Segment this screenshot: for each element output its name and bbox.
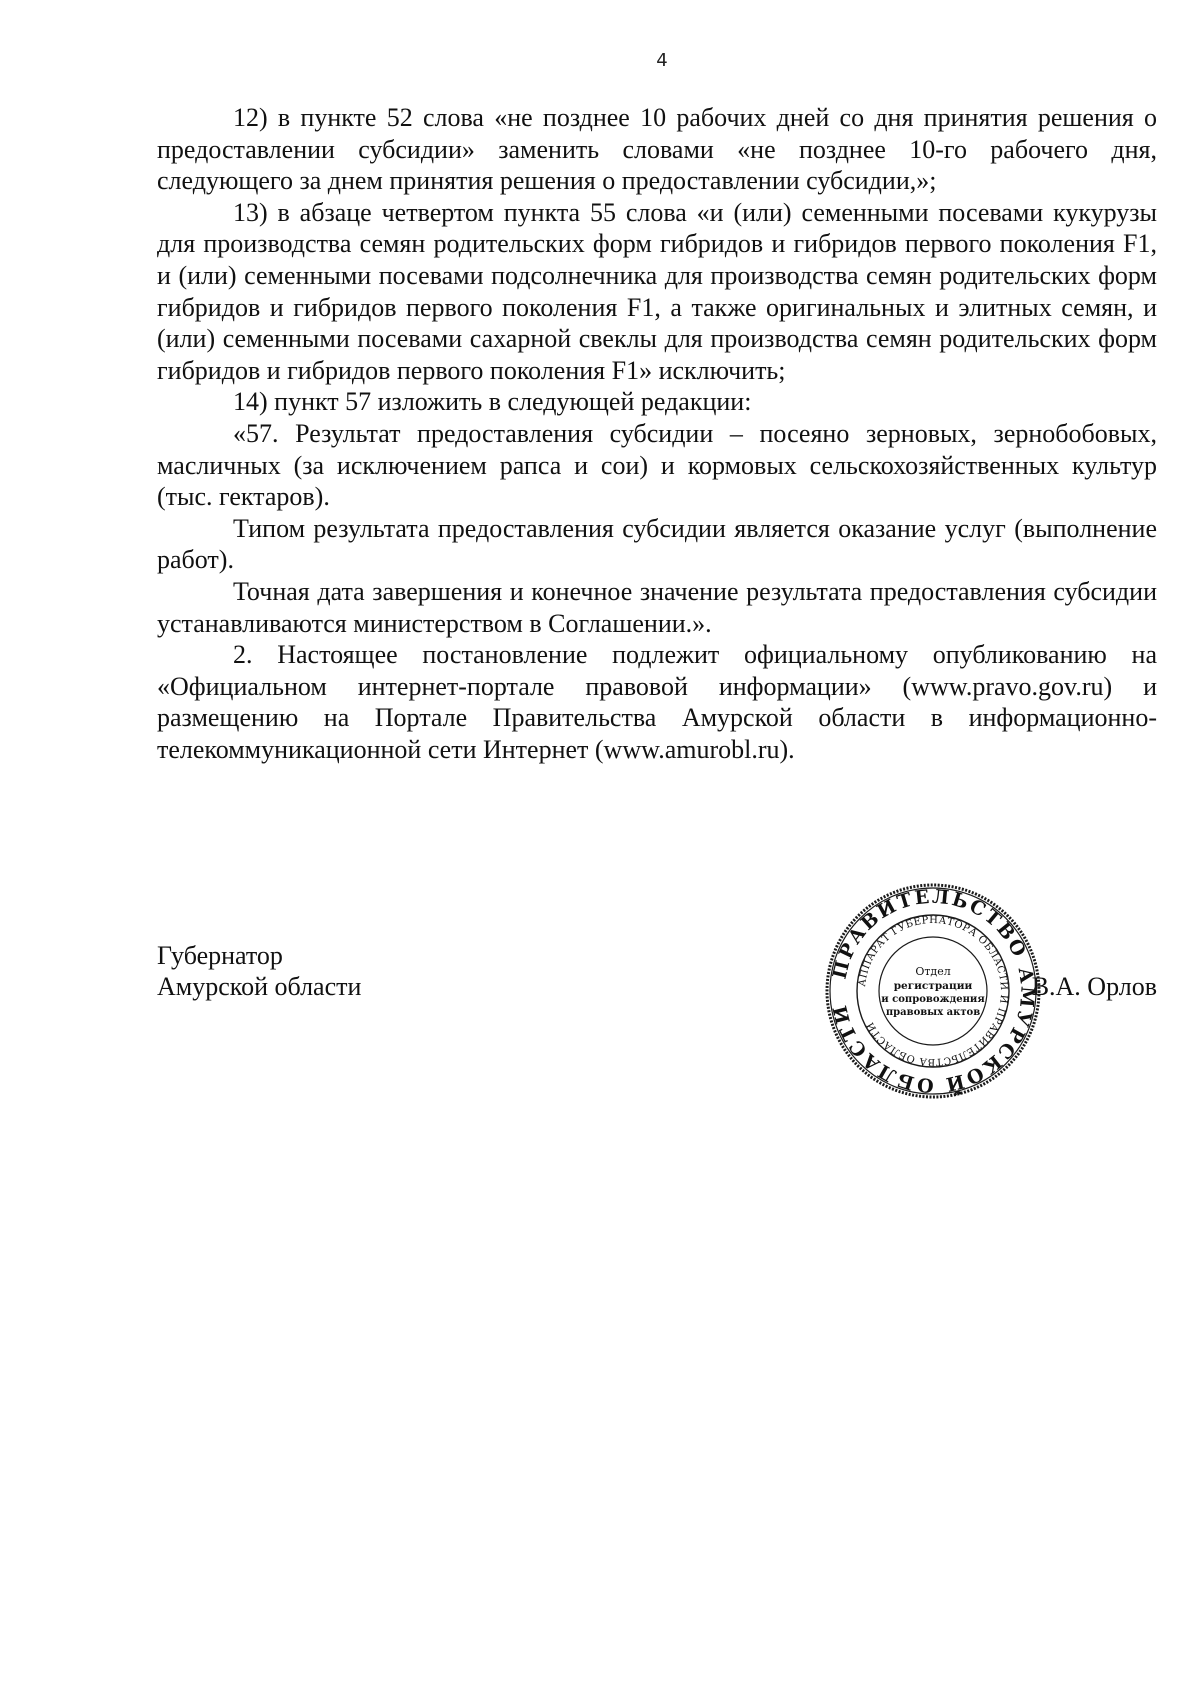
- seal-inner-text: АППАРАТ ГУБЕРНАТОРА ОБЛАСТИ И ПРАВИТЕЛЬСТВА ОБЛАСТИ: [857, 914, 1010, 1068]
- page-number: 4: [656, 50, 668, 71]
- official-seal: [822, 880, 1044, 1102]
- signer-title: Губернатор: [157, 941, 283, 970]
- paragraph-result-date: Точная дата завершения и конечное значение результата предоставления субсидии устанавливаются министерством в Соглашении.».: [157, 576, 1157, 638]
- seal-center-line4: правовых актов: [885, 1007, 981, 1018]
- seal-center-line2: регистрации: [893, 980, 973, 992]
- seal-center-line3: и сопровождения: [881, 994, 985, 1005]
- paragraph-point-57: «57. Результат предоставления субсидии – посеяно зерновых, зернобобовых, масличных (за исключением рапса и сои) и кормовых сельскохозяйственных культур (тыс. гектаров).: [157, 418, 1157, 512]
- seal-outer-text: ПРАВИТЕЛЬСТВО АМУРСКОЙ ОБЛАСТИ: [828, 885, 1039, 1097]
- paragraph-item-12: 12) в пункте 52 слова «не позднее 10 рабочих дней со дня принятия решения о предоставлении субсидии» заменить словами «не позднее 10-го рабочего дня, следующего за днем принятия решения о предоставлении субсидии,»;: [157, 103, 1157, 196]
- paragraph-item-13: 13) в абзаце четвертом пункта 55 слова «и (или) семенными посевами кукурузы для производства семян родительских форм гибридов и гибридов первого поколения F1, и (или) семенными посевами подсолнечника для производства семян родительских форм гибридов и гибридов первого поколения F1, а также оригинальных и элитных семян, и (или) семенными посевами сахарной свеклы для производства семян родительских форм гибридов и гибридов первого поколения F1» исключить;: [157, 197, 1157, 385]
- document-body: [157, 102, 1157, 765]
- paragraph-result-type: Типом результата предоставления субсидии является оказание услуг (выполнение работ).: [157, 513, 1157, 575]
- seal-icon: [822, 880, 1044, 1102]
- signer-region: Амурской области: [157, 972, 362, 1001]
- signer-name: В.А. Орлов: [1031, 972, 1157, 1001]
- paragraph-publication: 2. Настоящее постановление подлежит официальному опубликованию на «Официальном интернет-портале правовой информации» (www.pravo.gov.ru) и размещению на Портале Правительства Амурской области в информационно-телекоммуникационной сети Интернет (www.amurobl.ru).: [157, 640, 1157, 764]
- paragraph-item-14: 14) пункт 57 изложить в следующей редакции:: [233, 387, 752, 417]
- seal-center-line1: Отдел: [915, 965, 951, 978]
